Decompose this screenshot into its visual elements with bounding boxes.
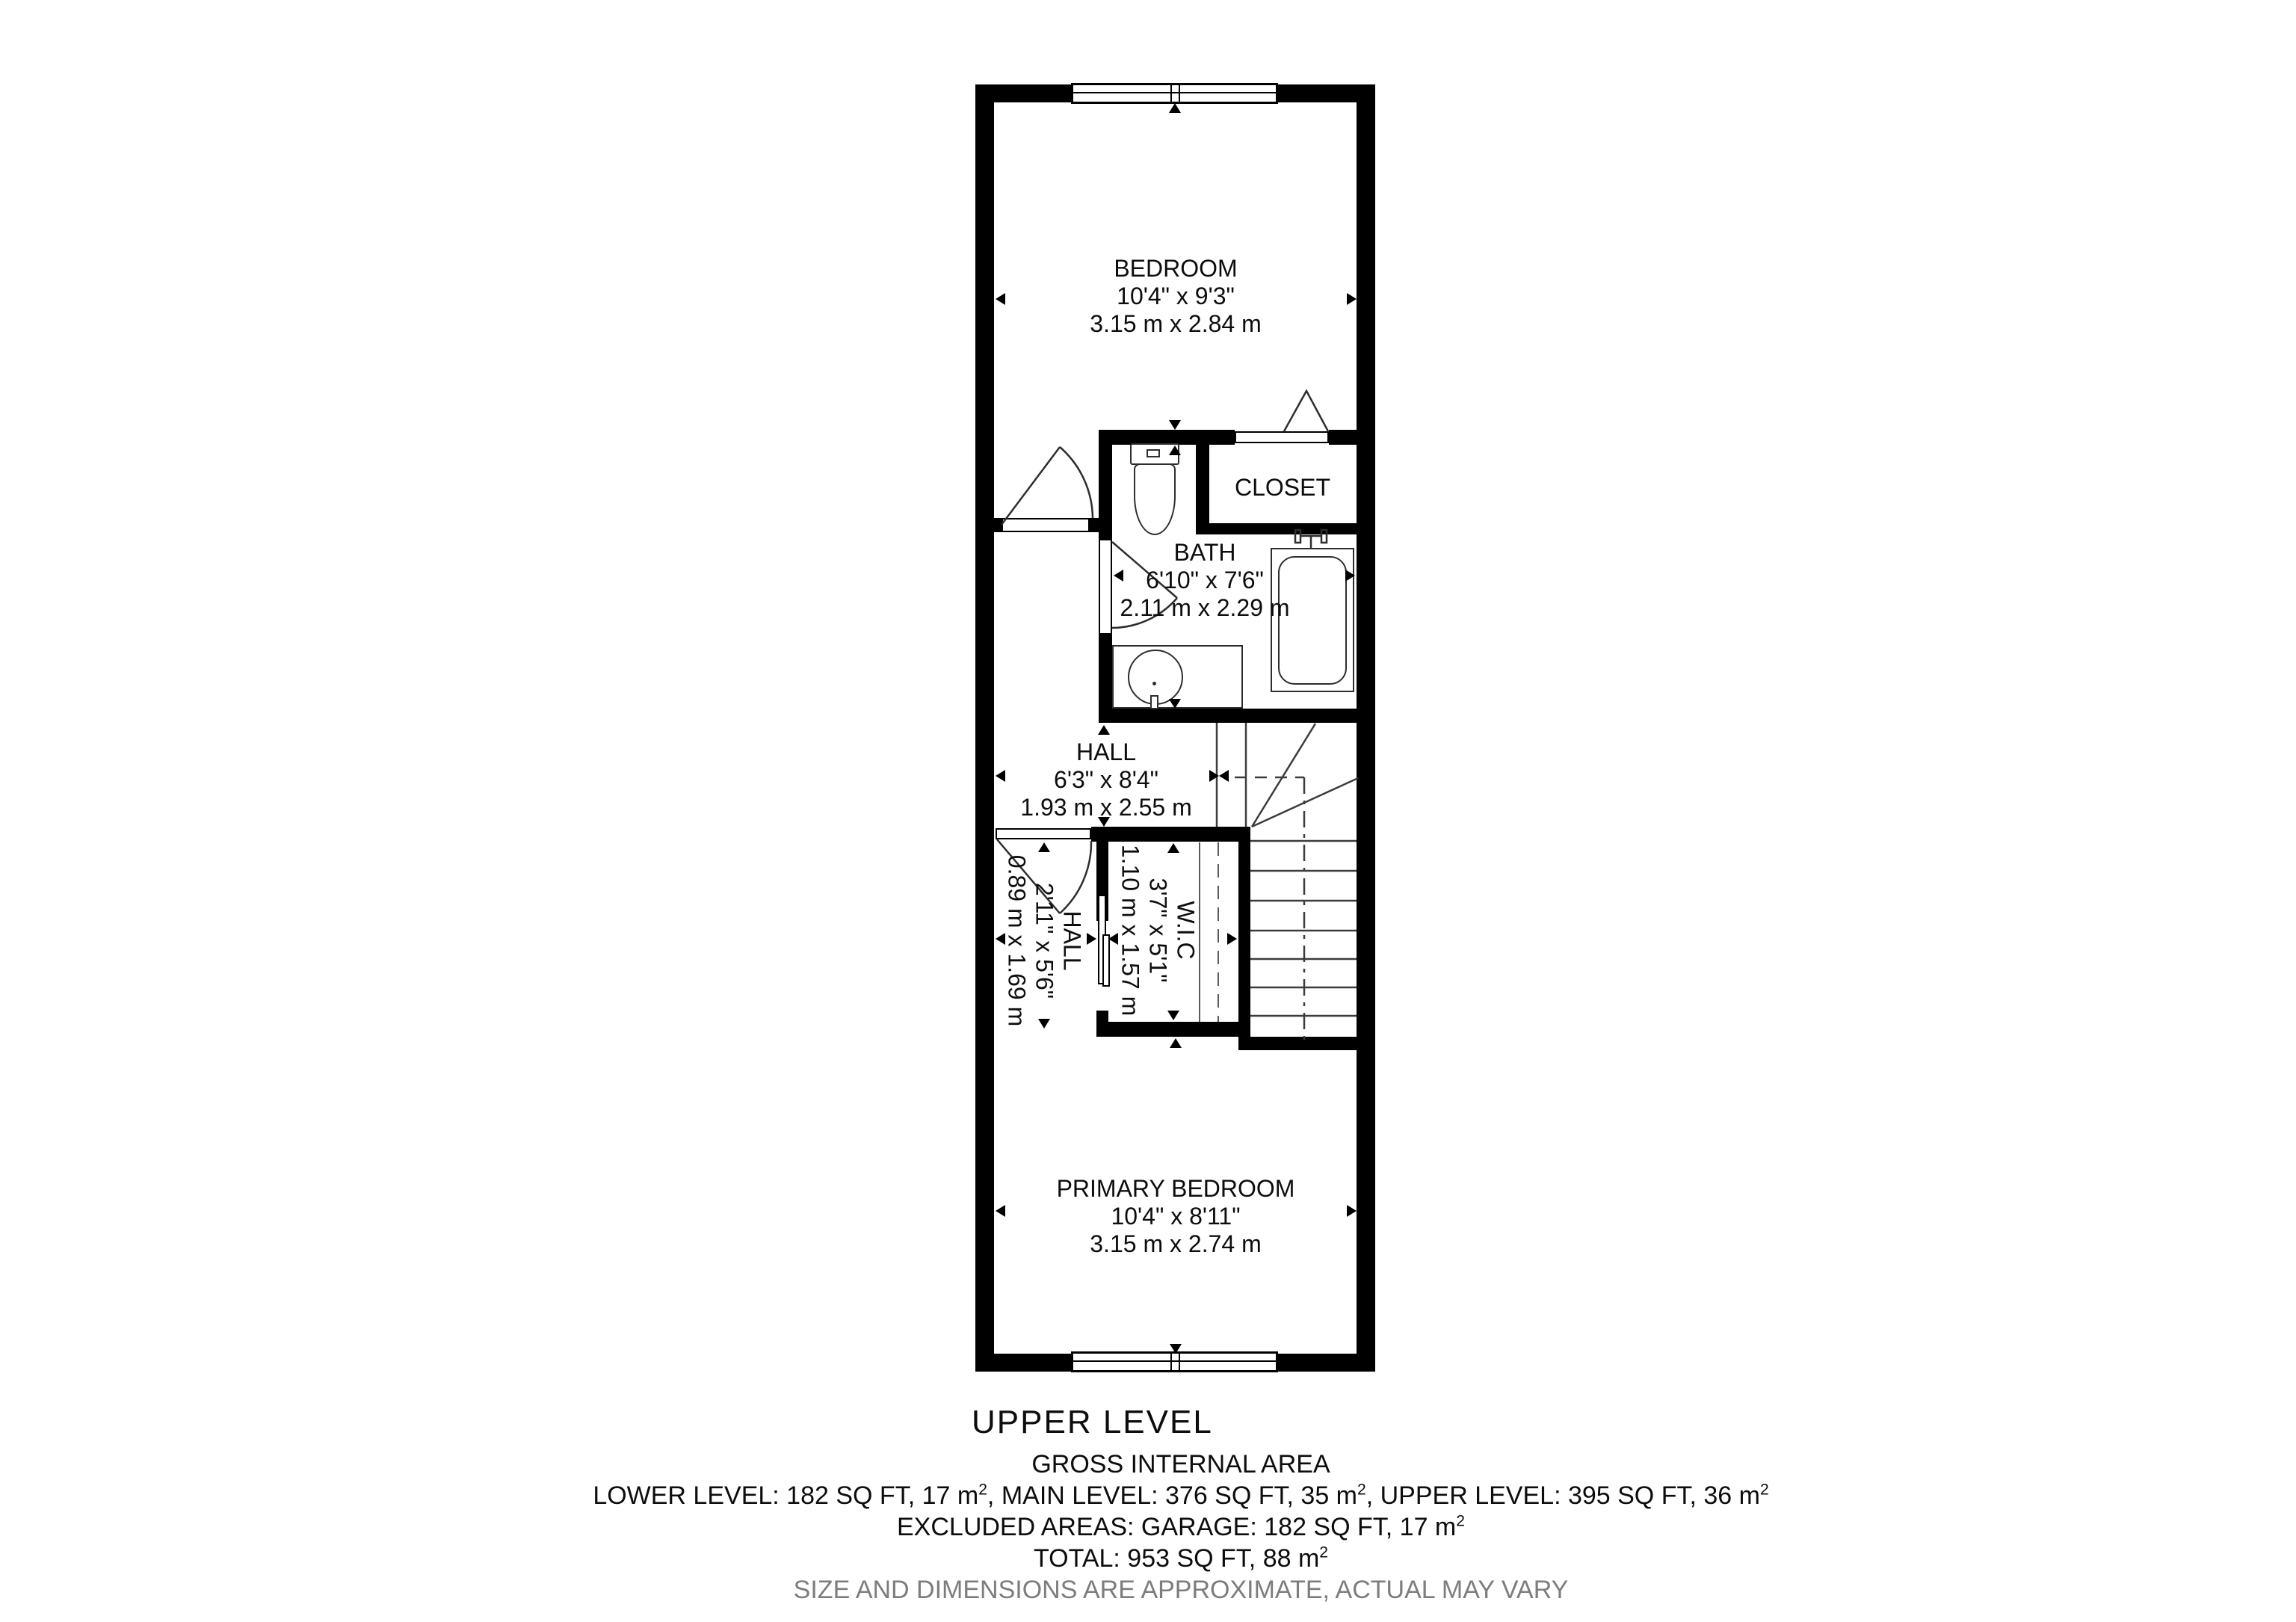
room-dims-ft: 6'3" x 8'4" xyxy=(1054,766,1158,793)
room-dims-ft: 6'10" x 7'6" xyxy=(1146,567,1264,593)
door-swing xyxy=(1002,447,1093,525)
area-summary xyxy=(60,1449,2296,1606)
room-dims-m: 3.15 m x 2.84 m xyxy=(1090,310,1262,337)
area-summary-total: TOTAL: 953 SQ FT, 88 $m^2$ xyxy=(1033,1544,1329,1573)
room-name: BATH xyxy=(1173,539,1236,566)
room-dims-ft: 10'4" x 9'3" xyxy=(1117,283,1235,309)
room-label-bedroom xyxy=(996,255,1355,338)
closet-rod-lines xyxy=(1200,842,1218,1022)
area-summary-disclaimer: SIZE AND DIMENSIONS ARE APPROXIMATE, ACTUAL MAY VARY xyxy=(793,1576,1569,1604)
dimension-arrow xyxy=(1087,933,1096,945)
area-summary-excluded: EXCLUDED AREAS: GARAGE: 182 SQ FT, 17 $m^2$ xyxy=(897,1512,1465,1541)
room-name: HALL xyxy=(1076,738,1137,765)
toilet-button xyxy=(1147,449,1160,457)
room-name: HALL xyxy=(1058,910,1086,971)
dimension-arrow xyxy=(1169,420,1181,430)
area-summary-title: GROSS INTERNAL AREA xyxy=(1031,1450,1330,1478)
dimension-arrow xyxy=(1169,445,1181,455)
dimension-arrow xyxy=(1170,1344,1182,1354)
level-label: UPPER LEVEL xyxy=(972,1404,1213,1440)
room-label-hall xyxy=(964,738,1248,821)
room-name: PRIMARY BEDROOM xyxy=(1056,1175,1295,1202)
room-dims-m: 1.93 m x 2.55 m xyxy=(1020,794,1192,821)
sink-faucet xyxy=(1150,695,1158,709)
room-name: CLOSET xyxy=(1234,474,1331,501)
room-label-wic xyxy=(1117,818,1200,1043)
room-dims-ft: 10'4" x 8'11" xyxy=(1111,1203,1241,1230)
room-dims-m: 1.10 m x 1.57 m xyxy=(1117,844,1144,1017)
room-dims-ft: 3'7" x 5'1" xyxy=(1144,878,1172,983)
dimension-arrow xyxy=(1169,699,1181,709)
room-label-bath xyxy=(1078,539,1332,622)
room-name: W.I.C xyxy=(1172,901,1200,960)
room-dims-ft: 2'11" x 5'6" xyxy=(1031,882,1058,999)
dimension-arrow xyxy=(1227,933,1237,945)
sink-drain xyxy=(1152,682,1156,685)
bifold-door xyxy=(1284,391,1328,431)
dimension-arrow xyxy=(1098,725,1110,735)
room-label-closet xyxy=(1208,474,1357,502)
room-name: BEDROOM xyxy=(1114,255,1238,282)
room-dims-m: 0.89 m x 1.69 m xyxy=(1003,854,1031,1027)
dimension-arrow xyxy=(1345,570,1355,582)
room-dims-m: 3.15 m x 2.74 m xyxy=(1090,1230,1262,1257)
dimension-arrow xyxy=(1169,103,1181,113)
room-label-primary-bedroom xyxy=(996,1175,1355,1258)
room-label-hall-lower xyxy=(1003,829,1086,1053)
area-summary-levels: LOWER LEVEL: 182 SQ FT, 17 $m^2$, MAIN LEVEL: 376 SQ FT, 35 $m^2$, UPPER LEVEL: 395 SQ FT, 36 $m^2$ xyxy=(593,1481,1769,1510)
room-dims-m: 2.11 m x 2.29 m xyxy=(1120,594,1290,621)
